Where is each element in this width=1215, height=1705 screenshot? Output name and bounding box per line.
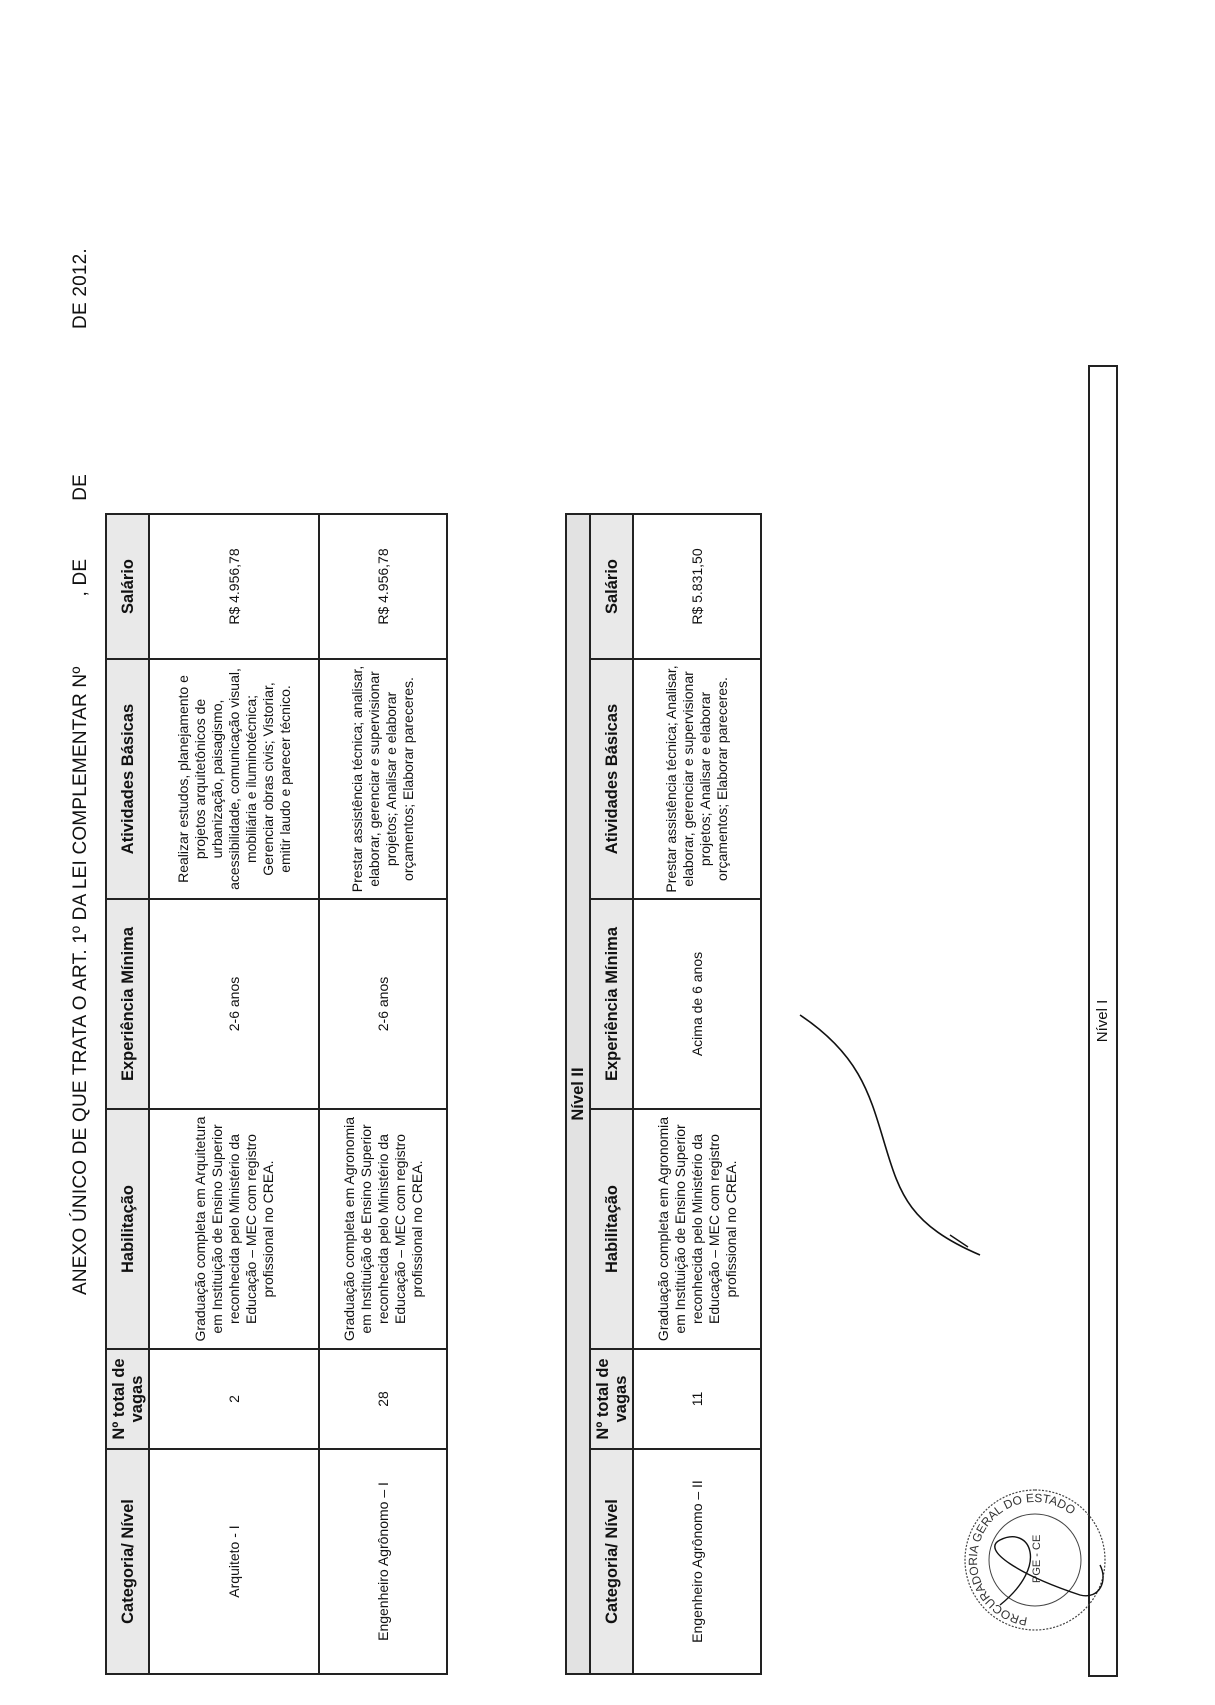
- stamp-text-top: PROCURADORIA GERAL DO ESTADO: [965, 1490, 1079, 1629]
- cell-categoria: Arquiteto - I: [149, 1449, 319, 1674]
- cell-vagas: 2: [149, 1349, 319, 1449]
- cell-vagas: 11: [633, 1349, 761, 1449]
- cell-experiencia: Acima de 6 anos: [633, 899, 761, 1109]
- header-salario: Salário: [590, 514, 633, 659]
- title-part-1: ANEXO ÚNICO DE QUE TRATA O ART. 1º DA LEI COMPLEMENTAR Nº: [70, 666, 91, 1295]
- header-salario: Salário: [106, 514, 149, 659]
- cell-atividades: Prestar assistência técnica; Analisar, elaborar, gerenciar e supervisionar projetos; Analisar e elaborar orçamentos; Elaborar pareceres.: [633, 659, 761, 899]
- cell-experiencia: 2-6 anos: [149, 899, 319, 1109]
- svg-text:PROCURADORIA GERAL DO ESTADO: [966, 1491, 1078, 1629]
- table-row: [319, 514, 447, 1674]
- level-footer-bar: [1088, 365, 1118, 1677]
- cell-habilitacao: Graduação completa em Arquitetura em Instituição de Ensino Superior reconhecida pelo Ministério da Educação – MEC com registro profissional no CREA.: [149, 1109, 319, 1349]
- cell-categoria: Engenheiro Agrônomo – I: [319, 1449, 447, 1674]
- level-band-row: [566, 514, 590, 1674]
- header-atividades: Atividades Básicas: [590, 659, 633, 899]
- cell-experiencia: 2-6 anos: [319, 899, 447, 1109]
- header-vagas: Nº total de vagas: [590, 1349, 633, 1449]
- positions-table-level-2: [565, 513, 762, 1675]
- header-vagas: Nº total de vagas: [106, 1349, 149, 1449]
- cell-habilitacao: Graduação completa em Agronomia em Instituição de Ensino Superior reconhecida pelo Ministério da Educação – MEC com registro profissional no CREA.: [633, 1109, 761, 1349]
- table-row: [149, 514, 319, 1674]
- table-row: [633, 514, 761, 1674]
- signature-icon: [790, 1005, 990, 1265]
- header-categoria: Categoria/ Nível: [106, 1449, 149, 1674]
- footer-level-label: Nível I: [1094, 999, 1111, 1043]
- cell-salario: R$ 4.956,78: [319, 514, 447, 659]
- title-part-4: DE 2012.: [70, 248, 91, 329]
- positions-table-level-1: [105, 513, 448, 1675]
- official-stamp-icon: [960, 1485, 1110, 1635]
- cell-atividades: Realizar estudos, planejamento e projetos arquitetônicos de urbanização, paisagismo, acessibilidade, comunicação visual, mobiliária e iluminotécnica; Gerenciar obras civis; Vistoriar, emitir laudo e parecer técnico.: [149, 659, 319, 899]
- table-header-row: [590, 514, 633, 1674]
- stamp-text-side: PGE - CE: [1031, 1534, 1043, 1583]
- cell-categoria: Engenheiro Agrônomo – II: [633, 1449, 761, 1674]
- cell-vagas: 28: [319, 1349, 447, 1449]
- header-atividades: Atividades Básicas: [106, 659, 149, 899]
- header-habilitacao: Habilitação: [106, 1109, 149, 1349]
- document-title: [70, 248, 92, 1295]
- header-categoria: Categoria/ Nível: [590, 1449, 633, 1674]
- header-experiencia: Experiência Mínima: [106, 899, 149, 1109]
- cell-salario: R$ 5.831,50: [633, 514, 761, 659]
- title-part-2: , DE: [70, 558, 91, 597]
- title-part-3: DE: [70, 473, 91, 501]
- table-header-row: [106, 514, 149, 1674]
- cell-habilitacao: Graduação completa em Agronomia em Instituição de Ensino Superior reconhecida pelo Ministério da Educação – MEC com registro profissional no CREA.: [319, 1109, 447, 1349]
- header-habilitacao: Habilitação: [590, 1109, 633, 1349]
- level-label: Nível II: [566, 514, 590, 1674]
- cell-salario: R$ 4.956,78: [149, 514, 319, 659]
- header-experiencia: Experiência Mínima: [590, 899, 633, 1109]
- cell-atividades: Prestar assistência técnica; analisar, elaborar, gerenciar e supervisionar projetos; Analisar e elaborar orçamentos; Elaborar pareceres.: [319, 659, 447, 899]
